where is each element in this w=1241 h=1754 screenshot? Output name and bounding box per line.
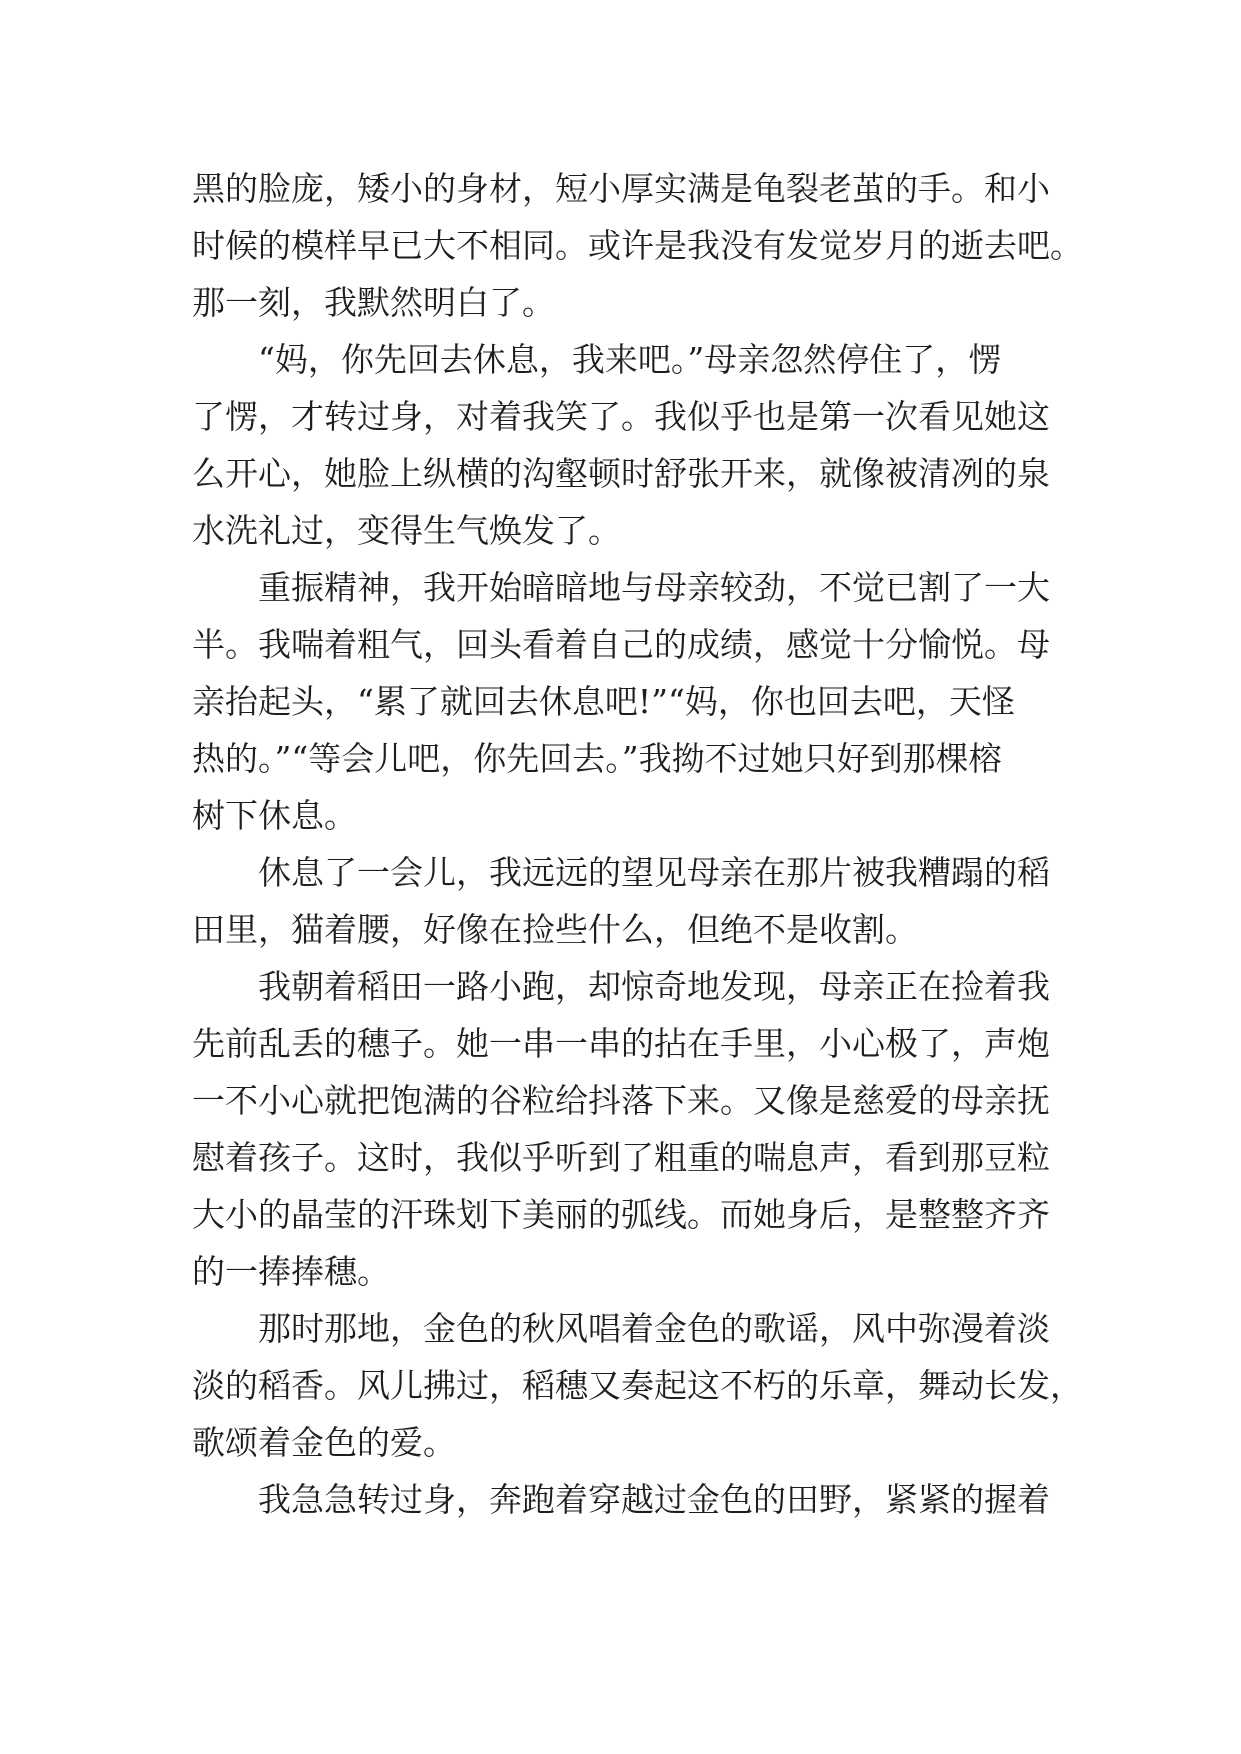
text-line: 了愣，才转过身，对着我笑了。我似乎也是第一次看见她这 xyxy=(192,397,1050,436)
text-line: 时候的模样早已大不相同。或许是我没有发觉岁月的逝去吧。 xyxy=(192,226,1083,265)
text-line: “妈，你先回去休息，我来吧。”母亲忽然停住了，愣 xyxy=(258,340,1002,379)
text-line: 半。我喘着粗气，回头看着自己的成绩，感觉十分愉悦。母 xyxy=(192,625,1050,664)
text-line: 黑的脸庞，矮小的身材，短小厚实满是龟裂老茧的手。和小 xyxy=(192,169,1050,208)
text-line: 一不小心就把饱满的谷粒给抖落下来。又像是慈爱的母亲抚 xyxy=(192,1081,1050,1120)
text-line: 么开心，她脸上纵横的沟壑顿时舒张开来，就像被清冽的泉 xyxy=(192,454,1050,493)
text-line: 先前乱丢的穗子。她一串一串的拈在手里，小心极了，声炮 xyxy=(192,1024,1050,1063)
text-line: 树下休息。 xyxy=(192,796,357,835)
text-line: 慰着孩子。这时，我似乎听到了粗重的喘息声，看到那豆粒 xyxy=(192,1138,1050,1177)
essay-body xyxy=(192,160,1083,1528)
text-line: 水洗礼过，变得生气焕发了。 xyxy=(192,511,621,550)
text-line: 我朝着稻田一路小跑，却惊奇地发现，母亲正在捡着我 xyxy=(258,967,1050,1006)
text-line: 热的。”“等会儿吧，你先回去。”我拗不过她只好到那棵榕 xyxy=(192,739,1002,778)
text-line: 那一刻，我默然明白了。 xyxy=(192,283,555,322)
text-line: 大小的晶莹的汗珠划下美丽的弧线。而她身后，是整整齐齐 xyxy=(192,1195,1050,1234)
text-line: 歌颂着金色的爱。 xyxy=(192,1423,456,1462)
text-line: 我急急转过身，奔跑着穿越过金色的田野，紧紧的握着 xyxy=(258,1480,1050,1519)
text-line: 休息了一会儿，我远远的望见母亲在那片被我糟蹋的稻 xyxy=(258,853,1050,892)
text-line: 重振精神，我开始暗暗地与母亲较劲，不觉已割了一大 xyxy=(258,568,1050,607)
text-line: 的一捧捧穗。 xyxy=(192,1252,390,1291)
text-line: 田里，猫着腰，好像在捡些什么，但绝不是收割。 xyxy=(192,910,918,949)
text-line: 淡的稻香。风儿拂过，稻穗又奏起这不朽的乐章，舞动长发， xyxy=(192,1366,1083,1405)
text-line: 那时那地，金色的秋风唱着金色的歌谣，风中弥漫着淡 xyxy=(258,1309,1050,1348)
text-line: 亲抬起头，“累了就回去休息吧!”“妈，你也回去吧，天怪 xyxy=(192,682,1015,721)
